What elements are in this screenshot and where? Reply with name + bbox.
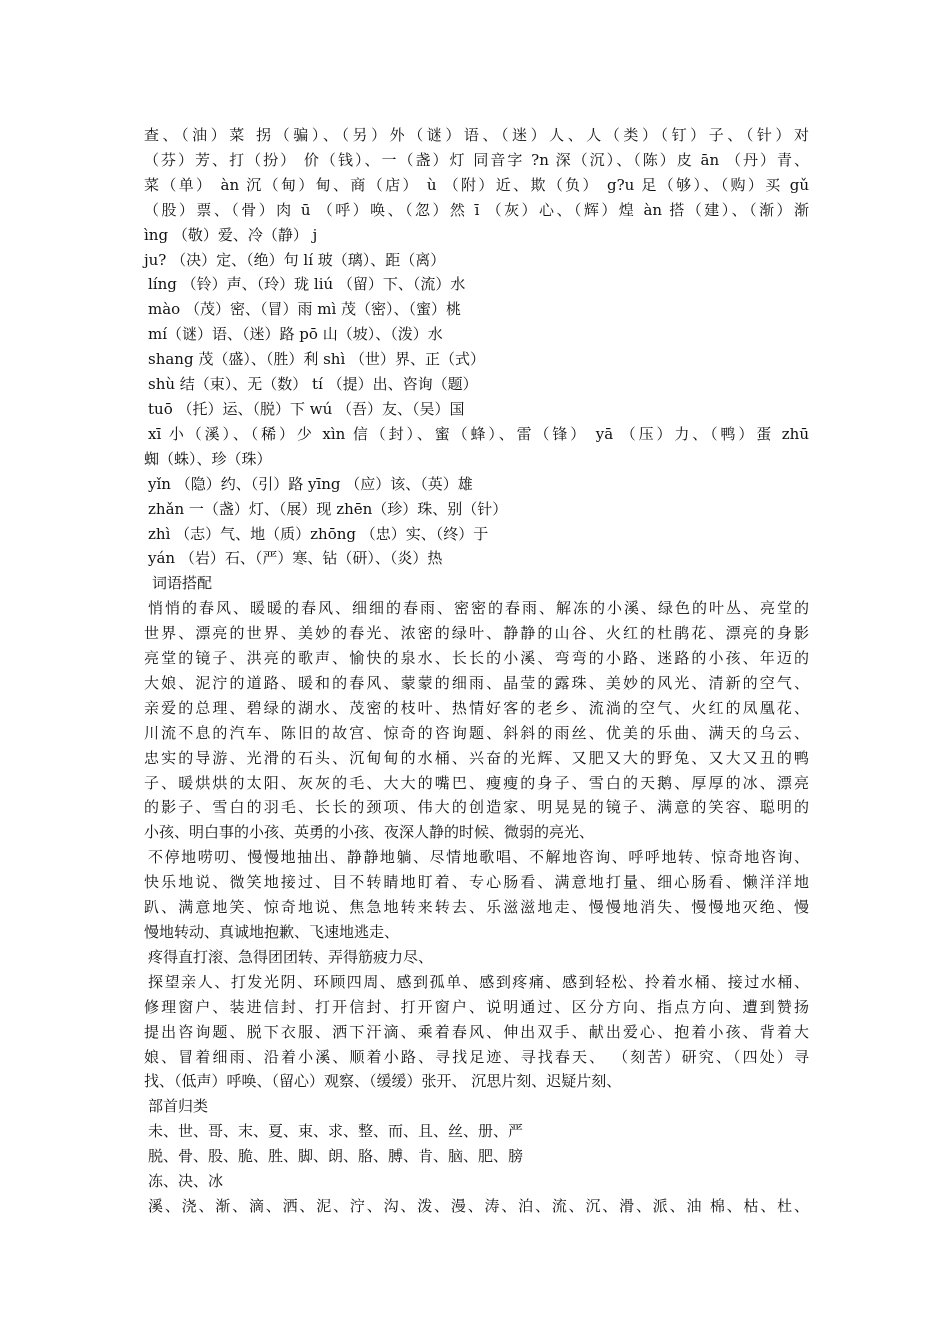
text-line: 菜（单） àn 沉（甸）甸、商（店） ù （附）近、欺（负） g?u 足（够）、（购）买 gǔ: [144, 175, 809, 194]
text-line: （股）票、（骨）肉 ū （呼）唤、（忽）然 ī （灰）心、（辉）煌 àn 搭（建）、（渐）渐: [144, 200, 809, 219]
document-body: [144, 123, 809, 1219]
section-heading: 词语搭配: [152, 574, 213, 593]
text-line: 大娘、泥泞的道路、暖和的春风、蒙蒙的细雨、晶莹的露珠、美妙的风光、清新的空气、: [144, 673, 809, 692]
text-line: 脱、骨、股、脆、胜、脚、朗、胳、膊、肯、脑、肥、膀: [148, 1147, 524, 1166]
text-line: 亮堂的镜子、洪亮的歌声、愉快的泉水、长长的小溪、弯弯的小路、迷路的小孩、年迈的: [144, 649, 809, 668]
text-line: 快乐地说、微笑地接过、目不转睛地盯着、专心肠看、满意地打量、细心肠看、懒洋洋地: [144, 873, 809, 892]
text-line: 找、（低声）呼唤、（留心）观察、（缓缓）张开、 沉思片刻、迟疑片刻、: [144, 1072, 622, 1091]
text-line: 世界、漂亮的世界、美妙的春光、浓密的绿叶、静静的山谷、火红的杜鹃花、漂亮的身影: [144, 624, 809, 643]
text-line: mào （茂）密、（冒）雨 mì 茂（密）、（蜜）桃: [148, 300, 462, 319]
text-line: 趴、满意地笑、惊奇地说、焦急地转来转去、乐滋滋地走、慢慢地消失、慢慢地灭绝、慢: [144, 898, 809, 917]
text-line: 蜘（蛛）、珍（珠）: [144, 449, 272, 468]
text-line: zhì （志）气、地（质）zhōng （忠）实、（终）于: [148, 524, 489, 543]
text-line: 亲爱的总理、碧绿的湖水、茂密的枝叶、热情好客的老乡、流淌的空气、火红的凤凰花、: [144, 698, 809, 717]
text-line: 忠实的导游、光滑的石头、沉甸甸的水桶、兴奋的光辉、又肥又大的野兔、又大又丑的鸭: [144, 748, 809, 767]
text-line: 不停地唠叨、慢慢地抽出、静静地躺、尽情地歌唱、不解地咨询、呼呼地转、惊奇地咨询、: [148, 848, 809, 867]
text-line: 娘、冒着细雨、沿着小溪、顺着小路、寻找足迹、寻找春天、 （刻苦）研究、（四处）寻: [144, 1047, 809, 1066]
text-line: 疼得直打滚、急得团团转、弄得筋疲力尽、: [148, 947, 434, 966]
text-line: ìng （敬）爱、冷（静） j: [144, 225, 318, 244]
text-line: shù 结（束）、无（数） tí （提）出、咨询（题）: [148, 375, 478, 394]
text-line: 子、暖烘烘的太阳、灰灰的毛、大大的嘴巴、瘦瘦的身子、雪白的天鹅、厚厚的冰、漂亮: [144, 773, 809, 792]
text-line: 悄悄的春风、暖暖的春风、细细的春雨、密密的春雨、解冻的小溪、绿色的叶丛、亮堂的: [148, 599, 809, 618]
text-line: 慢地转动、真诚地抱歉、飞速地逃走、: [144, 923, 400, 941]
text-line: （芬）芳、打（扮） 价（钱）、一（盏）灯 同音字 ?n 深（沉）、（陈）皮 ān （丹）青、: [144, 150, 809, 169]
text-line: tuō （托）运、（脱）下 wú （吾）友、（吴）国: [148, 399, 465, 418]
text-line: 溪、浇、渐、滴、洒、泥、泞、沟、泼、漫、涛、泊、流、沉、滑、派、油 棉、枯、杜、: [148, 1196, 809, 1215]
text-line: 提出咨询题、脱下衣服、洒下汗滴、乘着春风、伸出双手、献出爱心、抱着小孩、背着大: [144, 1022, 809, 1041]
text-line: 探望亲人、打发光阴、环顾四周、感到孤单、感到疼痛、感到轻松、拎着水桶、接过水桶、: [148, 972, 809, 991]
text-line: 小孩、明白事的小孩、英勇的小孩、夜深人静的时候、微弱的亮光、: [144, 823, 595, 842]
text-line: ju? （决）定、（绝）句 lí 玻（璃）、距（离）: [144, 250, 446, 269]
text-line: mí（谜）语、（迷）路 pō 山（坡）、（泼）水: [148, 325, 443, 344]
text-line: 查、（油）菜 拐（骗）、（另）外（谜）语、（迷）人、人（类）（钉）子、（针）对: [144, 126, 809, 144]
text-line: 川流不息的汽车、陈旧的故宫、惊奇的咨询题、斜斜的雨丝、优美的乐曲、满天的乌云、: [144, 723, 809, 742]
section-heading: 部首归类: [148, 1097, 209, 1116]
text-line: zhǎn 一（盏）灯、（展）现 zhēn（珍）珠、别（针）: [148, 499, 508, 518]
text-line: 的影子、雪白的羽毛、长长的颈项、伟大的创造家、明晃晃的镜子、满意的笑容、聪明的: [144, 798, 809, 817]
text-line: shang 茂（盛）、（胜）利 shì （世）界、正（式）: [148, 350, 486, 369]
text-line: 冻、决、冰: [148, 1172, 224, 1191]
text-line: yǐn （隐）约、（引）路 yīng （应）该、（英）雄: [148, 474, 473, 493]
text-line: xī 小（溪）、（稀）少 xìn 信（封）、蜜（蜂）、雷（锋） yā （压）力、（鸭）蛋 zhū: [148, 424, 809, 443]
text-line: 修理窗户、装进信封、打开信封、打开窗户、说明通过、区分方向、指点方向、遭到赞扬: [144, 997, 809, 1016]
text-line: yán （岩）石、（严）寒、钻（研）、（炎）热: [148, 549, 443, 568]
text-line: líng （铃）声、（玲）珑 liú （留）下、（流）水: [148, 275, 466, 294]
text-line: 未、世、哥、末、夏、束、求、整、而、且、丝、册、严: [148, 1122, 524, 1141]
